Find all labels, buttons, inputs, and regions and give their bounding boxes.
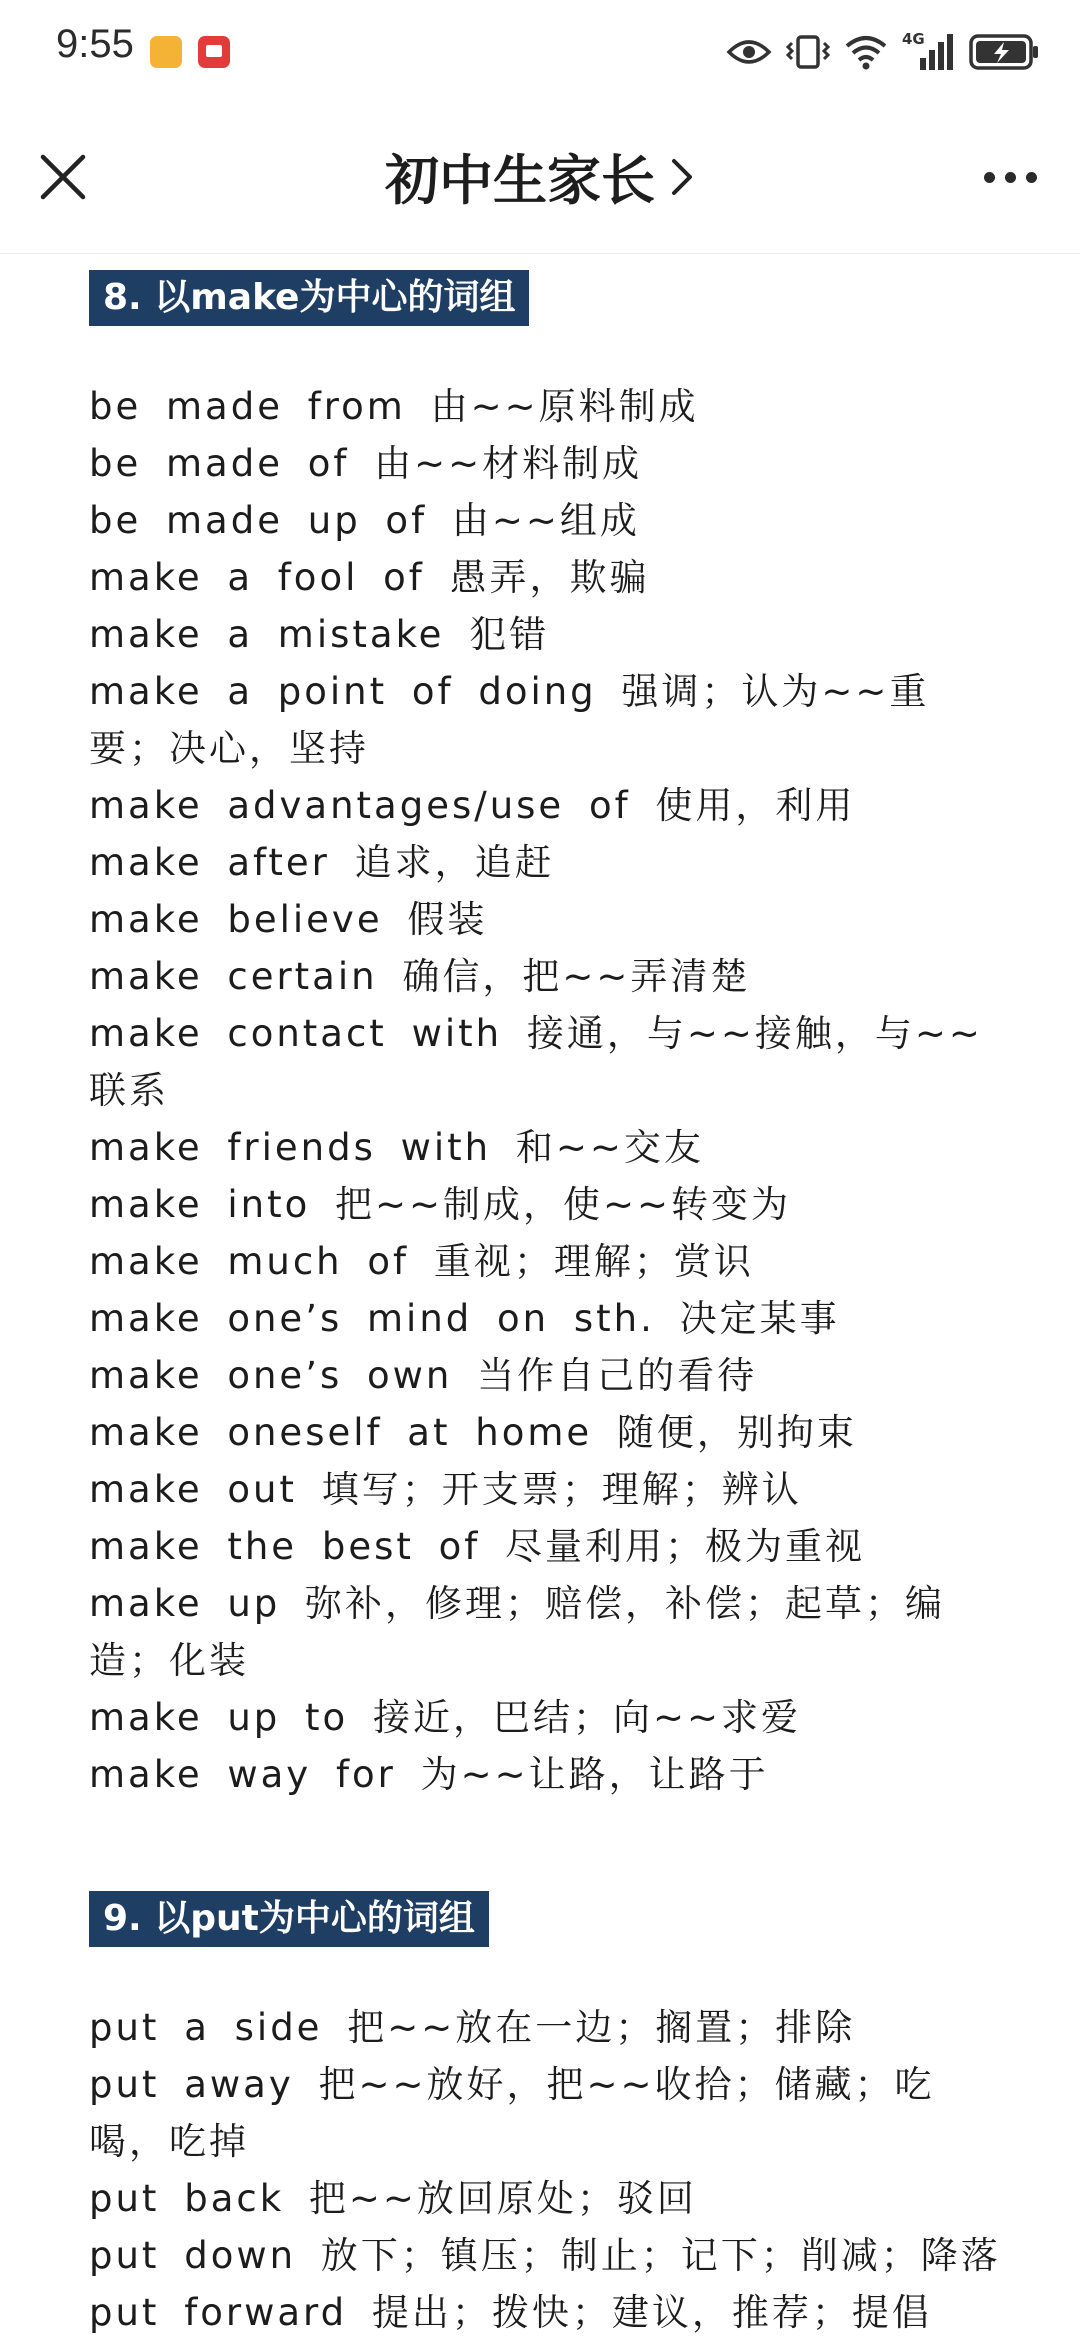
more-icon-dot (1005, 172, 1016, 183)
phrase-list (89, 378, 1009, 1803)
phrase-entry: make a point of doing 强调；认为~~重要；决心，坚持 (89, 670, 930, 770)
phrase-entry: make contact with 接通，与~~接触，与~~联系 (89, 1012, 983, 1112)
section-heading: 8. 以make为中心的词组 (89, 270, 529, 326)
status-time: 9:55 (56, 22, 134, 66)
more-icon (984, 172, 995, 183)
phrase-entry: be made up of 由~~组成 (89, 499, 640, 542)
eye-icon (726, 37, 772, 67)
message-notification-icon (198, 36, 230, 68)
phrase-entry: be made from 由~~原料制成 (89, 385, 699, 428)
status-bar (0, 0, 1080, 100)
section-make (89, 254, 1009, 1803)
phrase-entry: put down 放下；镇压；制止；记下；削减；降落 (89, 2234, 1001, 2277)
phrase-entry: make way for 为~~让路，让路于 (89, 1753, 769, 1796)
phrase-entry: make a fool of 愚弄，欺骗 (89, 556, 650, 599)
phrase-entry: put back 把~~放回原处；驳回 (89, 2177, 697, 2220)
phrase-entry: make one’s mind on sth. 决定某事 (89, 1297, 840, 1340)
phrase-entry: make up 弥补，修理；赔偿，补偿；起草；编造；化装 (89, 1582, 946, 1682)
more-icon-dot (1026, 172, 1037, 183)
phrase-entry: make much of 重视；理解；赏识 (89, 1240, 754, 1283)
chevron-right-icon (669, 156, 695, 198)
article-body (89, 254, 1009, 2341)
phrase-entry: put a side 把~~放在一边；搁置；排除 (89, 2006, 856, 2049)
account-title-link[interactable] (0, 138, 1080, 215)
phrase-entry: make the best of 尽量利用；极为重视 (89, 1525, 866, 1568)
battery-charging-icon (968, 32, 1040, 72)
section-put (89, 1891, 1009, 2341)
phrase-entry: make advantages/use of 使用，利用 (89, 784, 856, 827)
phrase-entry: make into 把~~制成，使~~转变为 (89, 1183, 791, 1226)
cellular-signal (902, 32, 954, 72)
page-title: 初中生家长 (385, 149, 655, 212)
app-notification-icon (150, 36, 182, 68)
phrase-entry: make one’s own 当作自己的看待 (89, 1354, 758, 1397)
phrase-entry: make believe 假装 (89, 898, 488, 941)
section-heading: 9. 以put为中心的词组 (89, 1891, 489, 1947)
phrase-entry: make out 填写；开支票；理解；辨认 (89, 1468, 802, 1511)
phrase-entry: make friends with 和~~交友 (89, 1126, 704, 1169)
phrase-entry: make after 追求，追赶 (89, 841, 555, 884)
section-spacer (89, 1803, 1009, 1891)
nav-bar (0, 100, 1080, 254)
wifi-icon (844, 34, 888, 70)
phrase-list (89, 1999, 1009, 2341)
phrase-entry: put forward 提出；拨快；建议，推荐；提倡 (89, 2291, 932, 2334)
phrase-entry: make a mistake 犯错 (89, 613, 550, 656)
phrase-entry: put away 把~~放好，把~~收拾；储藏；吃喝，吃掉 (89, 2063, 935, 2163)
signal-icon (902, 32, 954, 72)
status-indicators (726, 28, 1040, 76)
phrase-entry: be made of 由~~材料制成 (89, 442, 643, 485)
vibrate-icon (786, 33, 830, 71)
network-type-label: 4G (902, 30, 925, 48)
phrase-entry: make up to 接近，巴结；向~~求爱 (89, 1696, 801, 1739)
more-button[interactable] (970, 144, 1050, 210)
phrase-entry: make certain 确信，把~~弄清楚 (89, 955, 751, 998)
phrase-entry: make oneself at home 随便，别拘束 (89, 1411, 857, 1454)
